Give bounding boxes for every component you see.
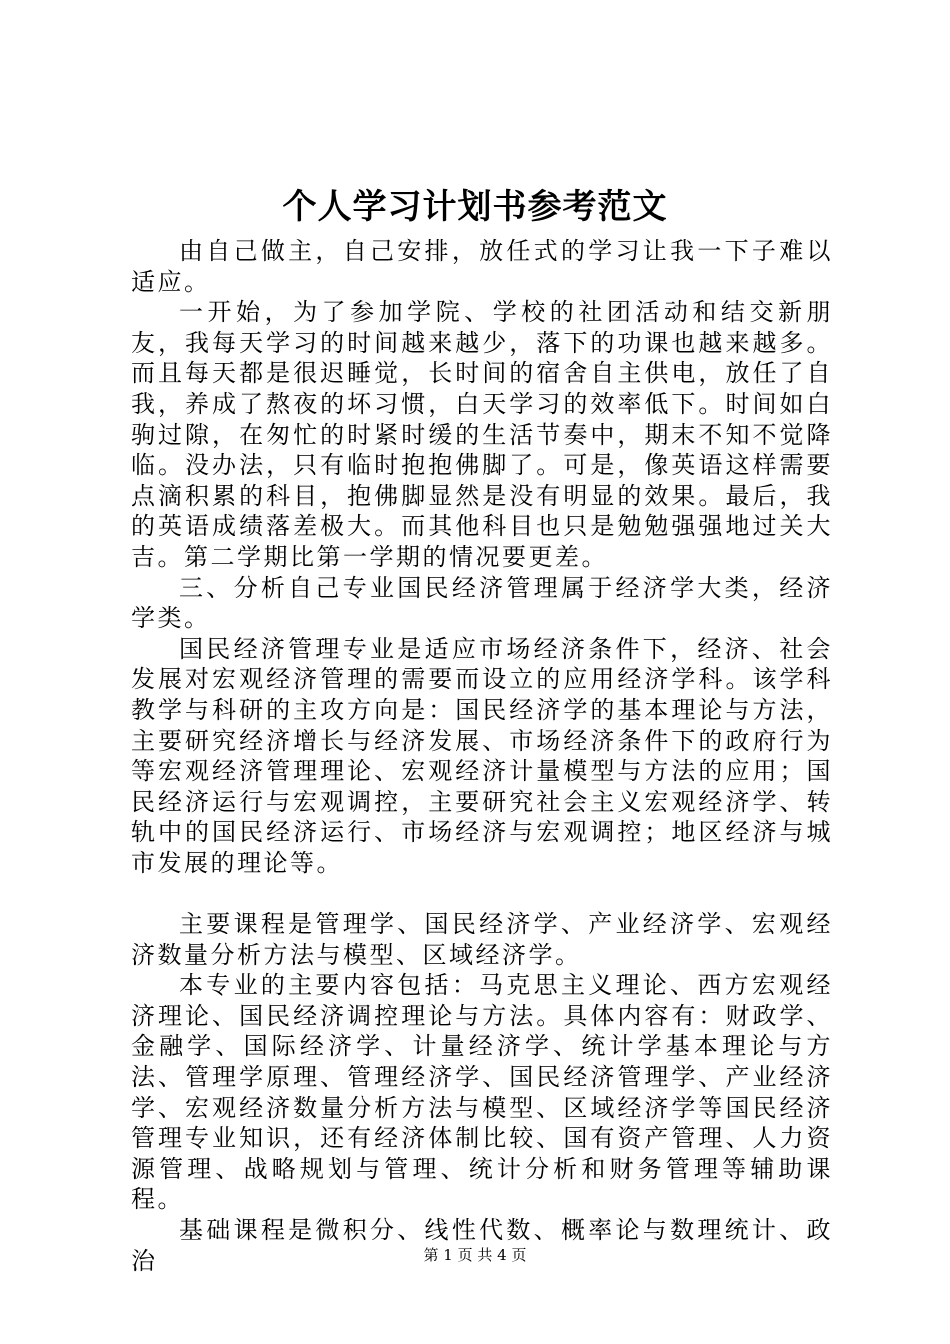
paragraph-7: 基础课程是微积分、线性代数、概率论与数理统计、政治 bbox=[131, 1216, 833, 1275]
paragraph-1: 由自己做主，自己安排，放任式的学习让我一下子难以适应。 bbox=[131, 237, 833, 296]
paragraph-5: 主要课程是管理学、国民经济学、产业经济学、宏观经济数量分析方法与模型、区域经济学。 bbox=[131, 910, 833, 969]
paragraph-3: 三、分析自己专业国民经济管理属于经济学大类，经济学类。 bbox=[131, 573, 833, 633]
document-body bbox=[131, 236, 833, 1276]
document-title: 个人学习计划书参考范文 bbox=[282, 187, 668, 227]
paragraph-4: 国民经济管理专业是适应市场经济条件下，经济、社会发展对宏观经济管理的需要而设立的应用经济学科。该学科教学与科研的主攻方向是：国民经济学的基本理论与方法，主要研究经济增长与经济发展、市场经济条件下的政府行为等宏观经济管理理论、宏观经济计量模型与方法的应用；国民经济运行与宏观调控，主要研究社会主义宏观经济学、转轨中的国民经济运行、市场经济与宏观调控；地区经济与城市发展的理论等。 bbox=[131, 634, 833, 877]
paragraph-6: 本专业的主要内容包括：马克思主义理论、西方宏观经济理论、国民经济调控理论与方法。具体内容有：财政学、金融学、国际经济学、计量经济学、统计学基本理论与方法、管理学原理、管理经济学、国民经济管理学、产业经济学、宏观经济数量分析方法与模型、区域经济学等国民经济管理专业知识，还有经济体制比较、国有资产管理、人力资源管理、战略规划与管理、统计分析和财务管理等辅助课程。 bbox=[131, 971, 833, 1214]
paragraph-2: 一开始，为了参加学院、学校的社团活动和结交新朋友，我每天学习的时间越来越少，落下的功课也越来越多。而且每天都是很迟睡觉，长时间的宿舍自主供电，放任了自我，养成了熬夜的坏习惯，白天学习的效率低下。时间如白驹过隙，在匆忙的时紧时缓的生活节奏中，期末不知不觉降临。没办法，只有临时抱抱佛脚了。可是，像英语这样需要点滴积累的科目，抱佛脚显然是没有明显的效果。最后，我的英语成绩落差极大。而其他科目也只是勉勉强强地过关大吉。第二学期比第一学期的情况要更差。 bbox=[131, 298, 833, 571]
page-footer: 第 1 页 共 4 页 bbox=[423, 1246, 527, 1264]
